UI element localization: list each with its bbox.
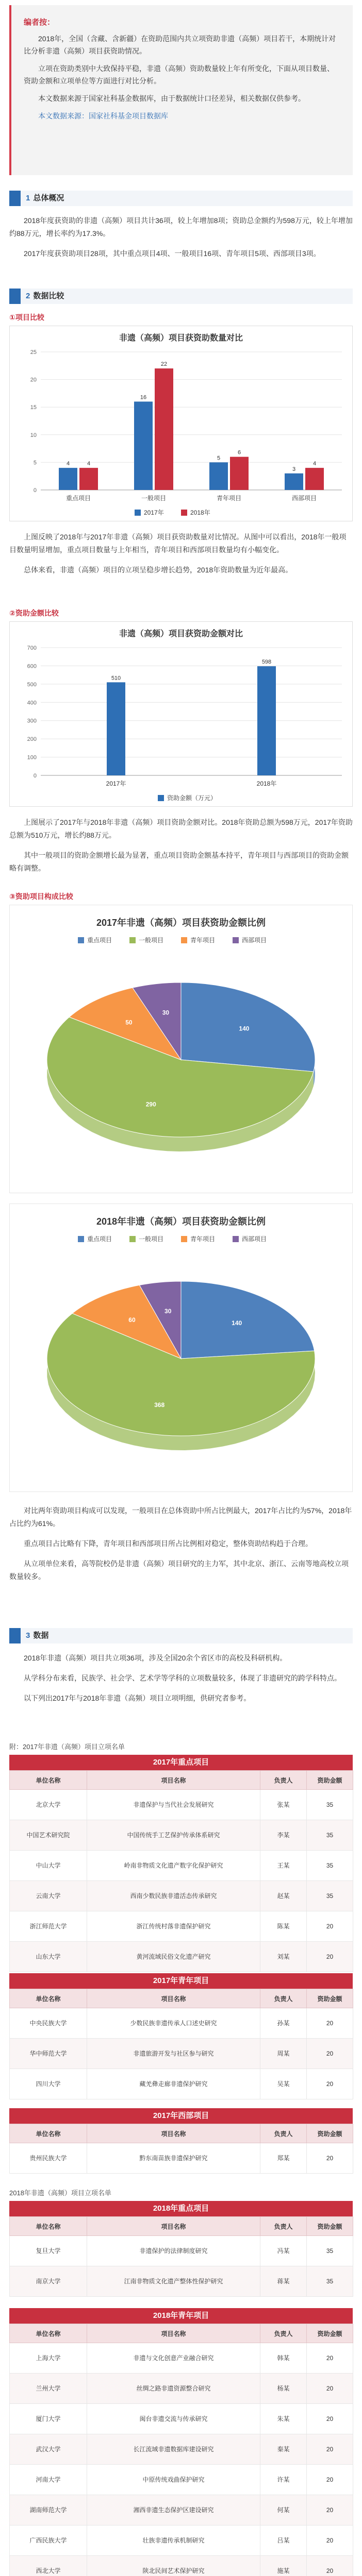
bar-value-label: 598 (261, 659, 272, 666)
bar (209, 462, 228, 490)
data-table (9, 2124, 353, 2174)
section-title: 总体概况 (33, 194, 64, 202)
section-title: 数据 (33, 1631, 49, 1640)
table-cell: 上海大学 (10, 2343, 87, 2374)
bar (155, 368, 173, 490)
editor-note-para: 立项在资助类别中大致保持平稳，非遗（高频）资助数量较上年有所变化，下面从项目数量、资助金额和立项单位等方面进行对比分析。 (24, 64, 334, 85)
table-cell: 湘西非遗生态保护区建设研究 (87, 2495, 260, 2526)
subheading: ③资助项目构成比较 (9, 892, 73, 901)
table-row (10, 2374, 353, 2404)
legend-swatch (78, 1236, 84, 1242)
chart-title: 2017年非遗（高频）项目获资助金额比例 (96, 918, 266, 928)
table-cell: 秦某 (260, 2434, 307, 2465)
table-cell: 王某 (260, 1851, 307, 1881)
bar-chart-count (9, 326, 353, 521)
table-cell: 吴某 (260, 2069, 307, 2099)
section-3-body (9, 1652, 353, 1712)
pie-value-label: 50 (125, 1019, 133, 1026)
table-cell: 云南大学 (10, 1881, 87, 1911)
table-wrap (9, 1989, 353, 2099)
table-cell: 武汉大学 (10, 2434, 87, 2465)
table-title: 2017年青年项目 (9, 1973, 353, 1989)
table-cell: 少数民族非遗传承人口述史研究 (87, 2008, 260, 2039)
pie-chart-2017-svg (10, 905, 352, 1193)
legend-swatch (181, 937, 187, 943)
bar (285, 473, 303, 490)
table-cell: 壮族非遗传承机制研究 (87, 2526, 260, 2556)
table-cell: 20 (307, 2404, 353, 2434)
table-header-cell: 负责人 (260, 1989, 307, 2008)
pie-value-label: 30 (164, 1308, 172, 1315)
legend-label: 西部项目 (242, 1235, 267, 1243)
table-header-cell: 单位名称 (10, 2324, 87, 2343)
pie-value-label: 368 (154, 1401, 165, 1409)
x-tick-label: 一般项目 (141, 495, 167, 502)
table-cell: 35 (307, 1820, 353, 1851)
chart-title: 2018年非遗（高频）项目获资助金额比例 (96, 1216, 266, 1227)
table-cell: 非遗旅游开发与社区参与研究 (87, 2039, 260, 2069)
legend-swatch (135, 510, 141, 516)
y-tick-label: 15 (30, 404, 37, 411)
paragraph: 其中一般项目的资助金额增长最为显著，重点项目资助金额基本持平，青年项目与西部项目的资助金额略有调整。 (9, 851, 349, 872)
paragraph: 以下列出2017年与2018年非遗（高频）项目立项明细，供研究者参考。 (24, 1694, 251, 1702)
section-header-2: 2 数据比较 (9, 289, 353, 304)
table-cell: 20 (307, 1942, 353, 1972)
table-cell: 中央民族大学 (10, 2008, 87, 2039)
table-row (10, 1911, 353, 1942)
table-cell: 35 (307, 1790, 353, 1820)
y-tick-label: 400 (27, 700, 37, 706)
table-title: 2017年重点项目 (9, 1755, 353, 1770)
table-cell: 刘某 (260, 1942, 307, 1972)
table-cell: 陕北民间艺术保护研究 (87, 2556, 260, 2576)
table-cell: 蒋某 (260, 2266, 307, 2297)
legend-label: 一般项目 (139, 1235, 164, 1243)
table-row (10, 2008, 353, 2039)
table-header-cell: 负责人 (260, 2324, 307, 2343)
table-row (10, 2236, 353, 2266)
table-header-cell: 资助金额 (307, 1989, 353, 2008)
paragraph: 2017年度获资助项目28项，其中重点项目4项、一般项目16项、青年项目5项、西部项目3项。 (24, 249, 321, 258)
table-row (10, 2556, 353, 2576)
table-cell: 浙江传统村落非遗保护研究 (87, 1911, 260, 1942)
legend-label: 重点项目 (87, 937, 112, 944)
table-cell: 贵州民族大学 (10, 2143, 87, 2174)
table-cell: 复旦大学 (10, 2236, 87, 2266)
bar (305, 468, 324, 490)
table-row (10, 2039, 353, 2069)
paragraph: 从立项单位来看，高等院校仍是非遗（高频）项目研究的主力军，其中北京、浙江、云南等地高校立项数量较多。 (9, 1560, 349, 1581)
table-cell: 西北大学 (10, 2556, 87, 2576)
table-cell: 35 (307, 2266, 353, 2297)
pie-value-label: 140 (239, 1025, 250, 1032)
chart-title: 非遗（高频）项目获资助数量对比 (119, 334, 243, 343)
table-row (10, 2465, 353, 2495)
table-wrap (9, 1770, 353, 1972)
pie-slice (181, 1281, 315, 1359)
table-wrap (9, 2324, 353, 2576)
pie-chart-2018-svg (10, 1204, 352, 1492)
table-cell: 厦门大学 (10, 2404, 87, 2434)
pie-value-label: 30 (162, 1009, 170, 1016)
table-cell: 20 (307, 2526, 353, 2556)
table-row (10, 2143, 353, 2174)
table-cell: 赵某 (260, 1881, 307, 1911)
table-row (10, 2404, 353, 2434)
x-tick-label: 西部项目 (291, 495, 317, 502)
paragraph: 总体来看，非遗（高频）项目的立项呈稳步增长趋势，2018年资助数量为近年最高。 (24, 566, 293, 574)
table-row (10, 2069, 353, 2099)
table-cell: 杨某 (260, 2374, 307, 2404)
y-tick-label: 500 (27, 681, 37, 688)
data-table (9, 2216, 353, 2297)
y-tick-label: 700 (27, 645, 37, 651)
section-2-body-a (9, 531, 353, 584)
table-header-cell: 项目名称 (87, 2217, 260, 2236)
table-cell: 35 (307, 2236, 353, 2266)
table-cell: 20 (307, 2495, 353, 2526)
paragraph: 2018年度获资助的非遗（高频）项目共计36项，较上年增加8项；资助总金额约为598万元，较上年增加约88万元，增长率约为17.3%。 (9, 216, 353, 238)
data-table (9, 1989, 353, 2099)
legend-label: 重点项目 (87, 1235, 112, 1243)
legend-label: 一般项目 (139, 937, 164, 944)
y-tick-label: 20 (30, 377, 37, 383)
table-cell: 中国艺术研究院 (10, 1820, 87, 1851)
table-row (10, 1820, 353, 1851)
table-row (10, 2434, 353, 2465)
bar-value-label: 6 (237, 449, 241, 456)
bar (107, 682, 125, 775)
table-cell: 施某 (260, 2556, 307, 2576)
table-cell: 35 (307, 1881, 353, 1911)
table-cell: 西南少数民族非遗活态传承研究 (87, 1881, 260, 1911)
y-tick-label: 200 (27, 736, 37, 743)
y-tick-label: 10 (30, 432, 37, 438)
legend-swatch (129, 1236, 136, 1242)
y-tick-label: 600 (27, 663, 37, 670)
table-cell: 江南非物质文化遗产整体性保护研究 (87, 2266, 260, 2297)
table-row (10, 1790, 353, 1820)
table-title: 2018年重点项目 (9, 2201, 353, 2216)
table-row (10, 1851, 353, 1881)
table-header-cell: 负责人 (260, 2124, 307, 2143)
paragraph: 对比两年资助项目构成可以发现，一般项目在总体资助中所占比例最大，2017年占比约为57%，2018年占比约为61%。 (9, 1506, 352, 1528)
legend-swatch (181, 510, 187, 516)
pie-value-label: 290 (145, 1100, 156, 1108)
paragraph: 上图展示了2017年与2018年非遗（高频）项目资助金额对比。2018年资助总额为598万元，2017年资助总额为510万元，增长约88万元。 (9, 818, 353, 839)
y-tick-label: 0 (33, 487, 37, 494)
table-cell: 中山大学 (10, 1851, 87, 1881)
table-header-cell: 资助金额 (307, 2324, 353, 2343)
source-link[interactable]: 本文数据来源：国家社科基金项目数据库 (38, 112, 168, 120)
table-header-cell: 资助金额 (307, 1771, 353, 1790)
legend-swatch (181, 1236, 187, 1242)
pie-value-label: 60 (128, 1316, 136, 1324)
table-wrap (9, 2216, 353, 2297)
table-cell: 山东大学 (10, 1942, 87, 1972)
table-cell: 中原传统戏曲保护研究 (87, 2465, 260, 2495)
table-cell: 四川大学 (10, 2069, 87, 2099)
table-header-cell: 负责人 (260, 1771, 307, 1790)
bar-value-label: 5 (217, 455, 221, 462)
table-cell: 华中师范大学 (10, 2039, 87, 2069)
table-cell: 非遗保护的法律制度研究 (87, 2236, 260, 2266)
legend-label: 资助金额（万元） (167, 794, 217, 802)
chart-title: 非遗（高频）项目获资助金额对比 (119, 630, 243, 638)
table-cell: 20 (307, 1911, 353, 1942)
section-1-body (9, 214, 353, 267)
table-cell: 长江流域非遗数据库建设研究 (87, 2434, 260, 2465)
legend-swatch (129, 937, 136, 943)
x-tick-label: 青年项目 (216, 495, 242, 502)
bar-value-label: 4 (312, 461, 317, 467)
table-cell: 吕某 (260, 2526, 307, 2556)
y-tick-label: 300 (27, 718, 37, 724)
table-cell: 20 (307, 2465, 353, 2495)
bar (230, 457, 249, 490)
table-row (10, 2526, 353, 2556)
table-cell: 中国传统手工艺保护传承体系研究 (87, 1820, 260, 1851)
table-header-cell: 项目名称 (87, 1989, 260, 2008)
table-header-cell: 单位名称 (10, 2124, 87, 2143)
table-cell: 韩某 (260, 2343, 307, 2374)
section-title: 数据比较 (33, 292, 64, 300)
table-row (10, 2266, 353, 2297)
editor-note-para: 2018年，全国（含藏、含新疆）在资助范围内共立项资助非遗（高频）项目若干，本期统计对比分析非遗（高频）项目获资助情况。 (24, 35, 336, 55)
table-cell: 35 (307, 1851, 353, 1881)
table-row (10, 1942, 353, 1972)
legend-label: 青年项目 (190, 1235, 216, 1243)
table-title: 2017年西部项目 (9, 2108, 353, 2124)
table-cell: 浙江师范大学 (10, 1911, 87, 1942)
bar-value-label: 4 (87, 461, 91, 467)
editor-note (9, 5, 353, 175)
paragraph: 重点项目占比略有下降，青年项目和西部项目所占比例相对稳定，整体资助结构趋于合理。 (24, 1539, 312, 1548)
bar-value-label: 4 (66, 461, 70, 467)
bar (134, 401, 153, 490)
y-tick-label: 5 (33, 460, 37, 466)
table-title: 2018年青年项目 (9, 2308, 353, 2324)
table-header-cell: 单位名称 (10, 2217, 87, 2236)
table-cell: 李某 (260, 1820, 307, 1851)
legend-label: 2017年 (144, 509, 164, 516)
legend-swatch (233, 1236, 239, 1242)
y-tick-label: 100 (27, 754, 37, 761)
section-2-body-c (9, 1504, 353, 1590)
table-cell: 20 (307, 2434, 353, 2465)
bar-value-label: 3 (292, 466, 296, 472)
x-tick-label: 重点项目 (65, 495, 91, 502)
legend-label: 青年项目 (190, 937, 216, 944)
bar-value-label: 510 (111, 675, 121, 682)
table-cell: 兰州大学 (10, 2374, 87, 2404)
y-tick-label: 25 (30, 349, 37, 355)
paragraph: 2018年非遗（高频）项目共立项36项，涉及全国20余个省区市的高校及科研机构。 (24, 1654, 287, 1662)
paragraph: 上图反映了2018年与2017年非遗（高频）项目获资助数量对比情况。从图中可以看出，2018年一般项目数量明显增加，重点项目数量与上年相当，青年项目和西部项目数量均有小幅变化。 (9, 533, 347, 554)
table-cell: 黔东南苗族非遗保护研究 (87, 2143, 260, 2174)
editor-note-heading: 编者按： (24, 18, 55, 27)
table-wrap (9, 2124, 353, 2174)
table-cell: 闽台非遗交流与传承研究 (87, 2404, 260, 2434)
pie-chart-2017 (9, 905, 353, 1193)
table-cell: 北京大学 (10, 1790, 87, 1820)
pie-chart-2018 (9, 1204, 353, 1492)
table-cell: 20 (307, 2374, 353, 2404)
bar (257, 666, 276, 775)
table-cell: 广西民族大学 (10, 2526, 87, 2556)
x-tick-label: 2018年 (256, 780, 277, 787)
table-cell: 张某 (260, 1790, 307, 1820)
table-cell: 20 (307, 2039, 353, 2069)
table-cell: 非遗与文化创意产业融合研究 (87, 2343, 260, 2374)
bar-value-label: 22 (160, 361, 168, 368)
table-cell: 20 (307, 2343, 353, 2374)
table-cell: 黄河流域民俗文化遗产研究 (87, 1942, 260, 1972)
section-2-body-b (9, 816, 353, 882)
table-cell: 20 (307, 2008, 353, 2039)
table-cell: 郑某 (260, 2143, 307, 2174)
table-cell: 周某 (260, 2039, 307, 2069)
section-header-1: 1 总体概况 (9, 191, 353, 206)
table-cell: 藏羌彝走廊非遗保护研究 (87, 2069, 260, 2099)
table-cell: 朱某 (260, 2404, 307, 2434)
table-header-cell: 单位名称 (10, 1771, 87, 1790)
bar (59, 468, 77, 490)
table-cell: 许某 (260, 2465, 307, 2495)
bar-value-label: 16 (140, 394, 147, 401)
legend-swatch (78, 937, 84, 943)
table-caption: 附：2017年非遗（高频）项目立项名单 (9, 1743, 125, 1751)
table-cell: 20 (307, 2143, 353, 2174)
table-cell: 20 (307, 2069, 353, 2099)
table-header-cell: 负责人 (260, 2217, 307, 2236)
legend-swatch (233, 937, 239, 943)
legend-label: 西部项目 (242, 937, 267, 944)
legend-label: 2018年 (190, 509, 210, 516)
x-tick-label: 2017年 (106, 780, 126, 787)
bar-chart-amount (9, 621, 353, 807)
table-cell: 20 (307, 2556, 353, 2576)
table-caption: 2018年非遗（高频）项目立项名单 (9, 2189, 111, 2197)
table-header-cell: 项目名称 (87, 1771, 260, 1790)
table-cell: 冯某 (260, 2236, 307, 2266)
table-cell: 非遗保护与当代社会发展研究 (87, 1790, 260, 1820)
paragraph: 从学科分布来看，民族学、社会学、艺术学等学科的立项数量较多，体现了非遗研究的跨学科特点。 (24, 1674, 341, 1682)
table-header-cell: 项目名称 (87, 2124, 260, 2143)
section-header-3: 3 数据 (9, 1628, 353, 1643)
table-cell: 岭南非物质文化遗产数字化保护研究 (87, 1851, 260, 1881)
table-cell: 河南大学 (10, 2465, 87, 2495)
table-cell: 陈某 (260, 1911, 307, 1942)
table-header-cell: 项目名称 (87, 2324, 260, 2343)
table-cell: 孙某 (260, 2008, 307, 2039)
table-cell: 丝绸之路非遗资源整合研究 (87, 2374, 260, 2404)
legend-swatch (158, 795, 164, 801)
bar (79, 468, 98, 490)
y-tick-label: 0 (33, 773, 37, 779)
table-cell: 湖南师范大学 (10, 2495, 87, 2526)
bar-chart-amount-svg (10, 622, 352, 806)
pie-value-label: 140 (232, 1319, 242, 1327)
data-table (9, 2324, 353, 2576)
editor-note-para: 本文数据来源于国家社科基金数据库，由于数据统计口径差异，相关数据仅供参考。 (38, 94, 305, 103)
subheading: ①项目比较 (9, 313, 44, 321)
subheading: ②资助金额比较 (9, 609, 59, 617)
bar-chart-count-svg (10, 326, 352, 521)
table-row (10, 2495, 353, 2526)
table-row (10, 1881, 353, 1911)
data-table (9, 1770, 353, 1972)
table-header-cell: 资助金额 (307, 2124, 353, 2143)
table-row (10, 2343, 353, 2374)
table-cell: 何某 (260, 2495, 307, 2526)
table-header-cell: 单位名称 (10, 1989, 87, 2008)
table-cell: 南京大学 (10, 2266, 87, 2297)
table-header-cell: 资助金额 (307, 2217, 353, 2236)
